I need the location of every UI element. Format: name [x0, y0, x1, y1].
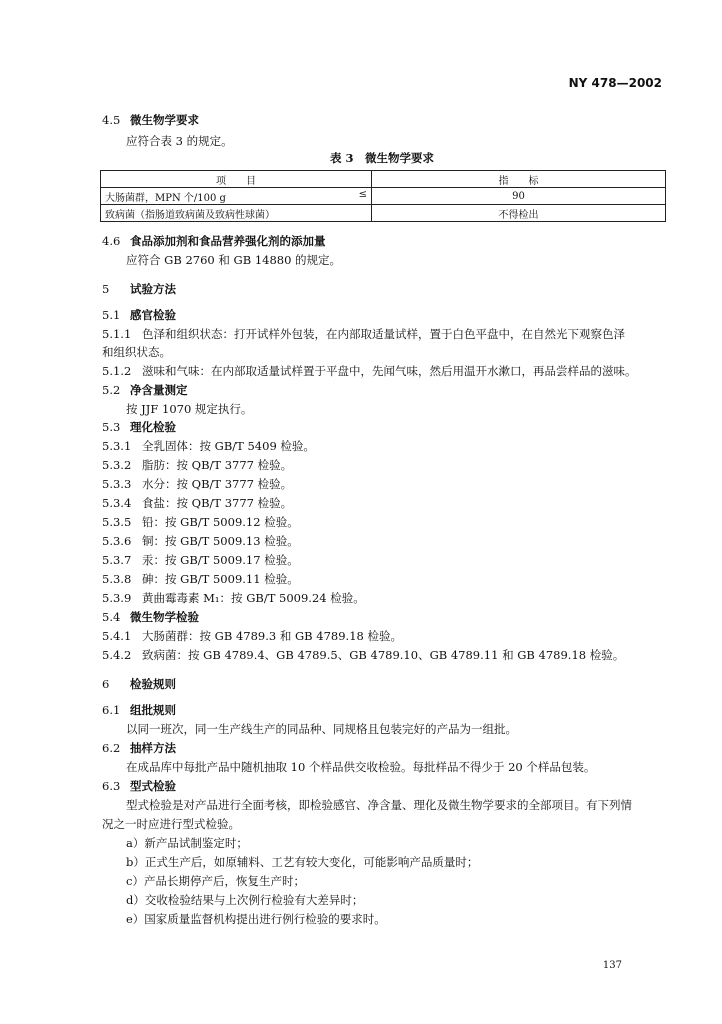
section-5-1-1: 5.1.1 色泽和组织状态：打开试样外包装，在内部取适量试样，置于白色平盘中，在自然光下观察色泽 [102, 327, 625, 341]
section-6-3-heading: 6.3 型式检验 [102, 779, 176, 793]
section-4-6-text: 应符合 GB 2760 和 GB 14880 的规定。 [126, 253, 342, 267]
section-6-2-heading: 6.2 抽样方法 [102, 741, 176, 755]
table-cell-operator: ≤ [358, 188, 367, 200]
section-5-1-1-cont: 和组织状态。 [102, 345, 171, 359]
list-item: 5.3.4 食盐：按 QB/T 3777 检验。 [102, 496, 293, 510]
table-cell-item: 大肠菌群，MPN 个/100 g [105, 192, 226, 204]
list-item: d）交收检验结果与上次例行检验有大差异时； [126, 893, 364, 907]
section-6-heading: 6 检验规则 [102, 677, 176, 691]
section-6-1-text: 以同一班次，同一生产线生产的同品种、同规格且包装完好的产品为一组批。 [126, 722, 517, 736]
list-item: c）产品长期停产后，恢复生产时； [126, 874, 305, 888]
table-header-index: 指 标 [372, 171, 666, 188]
section-5-2-heading: 5.2 净含量测定 [102, 383, 188, 397]
section-4-6-heading: 4.6 食品添加剂和食品营养强化剂的添加量 [102, 234, 326, 248]
section-4-5-heading: 4.5 微生物学要求 [102, 113, 199, 127]
microbiology-table [100, 170, 666, 222]
section-6-3-text: 型式检验是对产品进行全面考核，即检验感官、净含量、理化及微生物学要求的全部项目。有下列情 [126, 798, 632, 812]
section-5-heading: 5 试验方法 [102, 282, 176, 296]
section-6-1-heading: 6.1 组批规则 [102, 703, 176, 717]
list-item: 5.3.5 铅：按 GB/T 5009.12 检验。 [102, 515, 299, 529]
list-item: 5.3.8 砷：按 GB/T 5009.11 检验。 [102, 572, 299, 586]
section-5-4-1: 5.4.1 大肠菌群：按 GB 4789.3 和 GB 4789.18 检验。 [102, 629, 403, 643]
table-row [101, 205, 666, 222]
list-item: e）国家质量监督机构提出进行例行检验的要求时。 [126, 912, 386, 926]
list-item: 5.3.3 水分：按 QB/T 3777 检验。 [102, 477, 293, 491]
section-4-5-text: 应符合表 3 的规定。 [126, 134, 233, 148]
table-cell-value: 90 [372, 188, 666, 205]
list-item: 5.3.1 全乳固体：按 GB/T 5409 检验。 [102, 439, 315, 453]
table-row [101, 188, 666, 205]
section-5-2-text: 按 JJF 1070 规定执行。 [126, 402, 253, 416]
list-item: 5.3.6 铜：按 GB/T 5009.13 检验。 [102, 534, 299, 548]
section-5-4-heading: 5.4 微生物学检验 [102, 610, 199, 624]
table-caption: 表 3 微生物学要求 [330, 151, 435, 165]
list-item: 5.3.7 汞：按 GB/T 5009.17 检验。 [102, 553, 299, 567]
section-5-3-heading: 5.3 理化检验 [102, 420, 176, 434]
table-cell-item: 致病菌（指肠道致病菌及致病性球菌） [105, 209, 275, 221]
list-item: a）新产品试制鉴定时； [126, 836, 248, 850]
section-6-3-text-cont: 况之一时应进行型式检验。 [102, 817, 240, 831]
list-item: b）正式生产后，如原辅料、工艺有较大变化，可能影响产品质量时； [126, 855, 479, 869]
section-5-1-2: 5.1.2 滋味和气味：在内部取适量试样置于平盘中，先闻气味，然后用温开水漱口，再品尝样品的滋味。 [102, 364, 637, 378]
standard-code: NY 478—2002 [568, 76, 662, 90]
page-number: 137 [602, 960, 622, 971]
table-cell-value: 不得检出 [372, 205, 666, 222]
list-item: 5.3.2 脂肪：按 QB/T 3777 检验。 [102, 458, 293, 472]
section-5-4-2: 5.4.2 致病菌：按 GB 4789.4、GB 4789.5、GB 4789.10、GB 4789.11 和 GB 4789.18 检验。 [102, 648, 625, 662]
table-header-item: 项 目 [101, 171, 372, 188]
section-5-1-heading: 5.1 感官检验 [102, 308, 176, 322]
list-item: 5.3.9 黄曲霉毒素 M₁：按 GB/T 5009.24 检验。 [102, 591, 365, 605]
table-header-row [101, 171, 666, 188]
section-6-2-text: 在成品库中每批产品中随机抽取 10 个样品供交收检验。每批样品不得少于 20 个样品包装。 [126, 760, 596, 774]
